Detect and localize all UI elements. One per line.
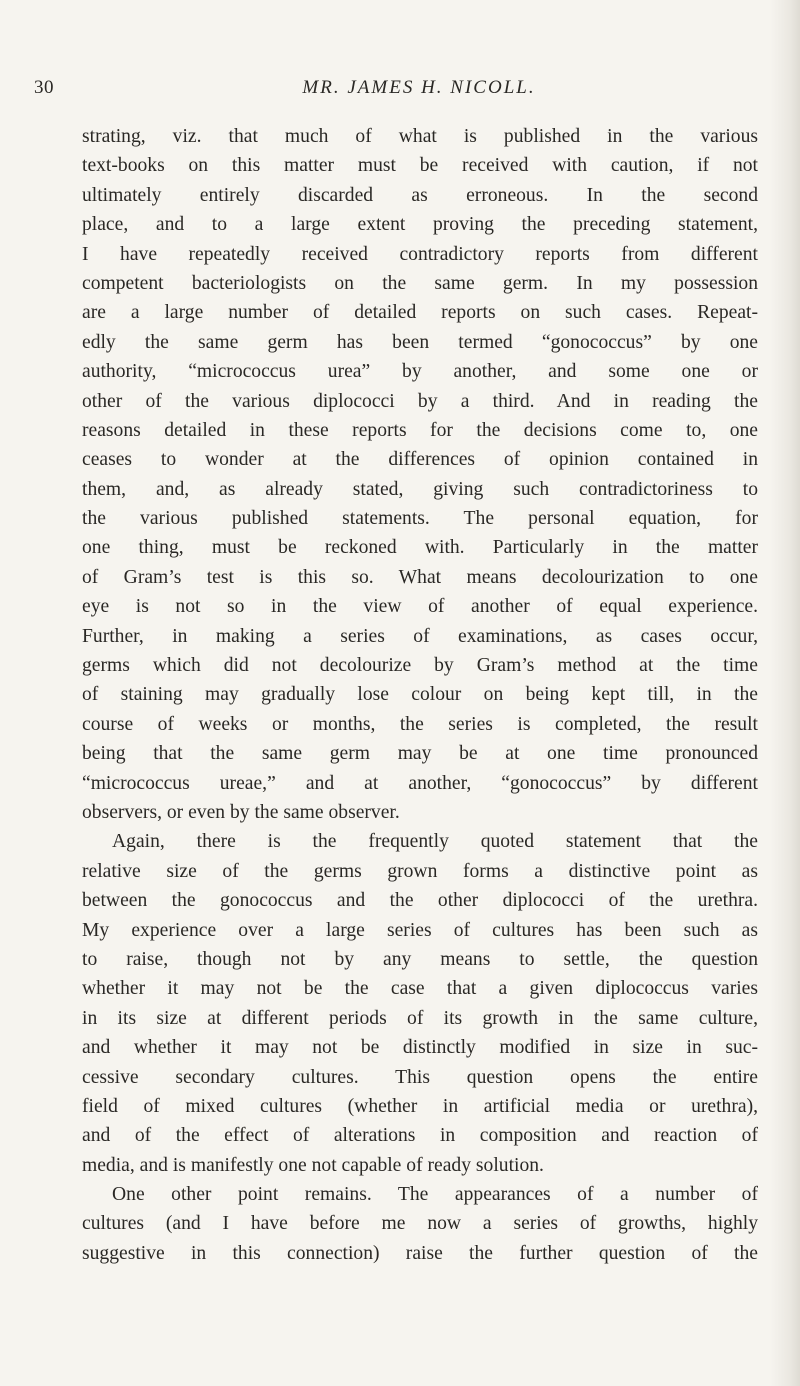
text-line: edly the same germ has been termed “gonococcus” by one [82,331,758,353]
text-line: ultimately entirely discarded as erroneous. In the second [82,184,758,206]
page-number: 30 [34,77,54,98]
text-line: whether it may not be the case that a given diplococcus varies [82,978,758,1000]
text-line: I have repeatedly received contradictory reports from different [82,243,758,265]
text-line: Further, in making a series of examinations, as cases occur, [82,625,758,647]
text-line: cultures (and I have before me now a series of growths, highly [82,1213,758,1235]
running-head [34,77,764,103]
text-line: “micrococcus ureae,” and at another, “gonococcus” by different [82,772,758,794]
text-line: of staining may gradually lose colour on being kept till, in the [82,684,758,706]
text-line: other of the various diplococci by a third. And in reading the [82,390,758,412]
text-line: in its size at different periods of its growth in the same culture, [82,1007,758,1029]
text-line: suggestive in this connection) raise the further question of the [82,1242,758,1264]
text-line: place, and to a large extent proving the preceding statement, [82,214,758,236]
text-line: to raise, though not by any means to settle, the question [82,948,758,970]
text-line: the various published statements. The personal equation, for [82,508,758,530]
text-line: competent bacteriologists on the same germ. In my possession [82,272,758,294]
running-title: MR. JAMES H. NICOLL. [302,77,536,98]
text-line: of Gram’s test is this so. What means decolourization to one [82,566,758,588]
text-line: My experience over a large series of cultures has been such as [82,919,758,941]
text-line: one thing, must be reckoned with. Particularly in the matter [82,537,758,559]
paragraph-first-line: Again, there is the frequently quoted statement that the [112,831,758,853]
body-text [82,122,758,1268]
text-line: being that the same germ may be at one time pronounced [82,743,758,765]
text-line: course of weeks or months, the series is completed, the result [82,713,758,735]
text-line: ceases to wonder at the differences of opinion contained in [82,449,758,471]
text-line: eye is not so in the view of another of equal experience. [82,596,758,618]
text-line: are a large number of detailed reports on such cases. Repeat- [82,302,758,324]
text-line: and whether it may not be distinctly modified in size in suc- [82,1037,758,1059]
text-line: strating, viz. that much of what is published in the various [82,126,758,147]
text-line: reasons detailed in these reports for the decisions come to, one [82,419,758,441]
text-line: between the gonococcus and the other diplococci of the urethra. [82,890,758,912]
text-line: germs which did not decolourize by Gram’s method at the time [82,655,758,677]
text-line: authority, “micrococcus urea” by another, and some one or [82,361,758,383]
text-line: and of the effect of alterations in composition and reaction of [82,1125,758,1147]
text-line: text-books on this matter must be received with caution, if not [82,155,758,177]
text-line: relative size of the germs grown forms a distinctive point as [82,860,758,882]
paragraph-last-line: observers, or even by the same observer. [82,801,400,823]
paragraph-first-line: One other point remains. The appearances of a number of [112,1184,758,1206]
text-line: them, and, as already stated, giving such contradictoriness to [82,478,758,500]
text-line: field of mixed cultures (whether in artificial media or urethra), [82,1095,758,1117]
text-line: cessive secondary cultures. This question opens the entire [82,1066,758,1088]
paragraph-last-line: media, and is manifestly one not capable of ready solution. [82,1154,544,1176]
